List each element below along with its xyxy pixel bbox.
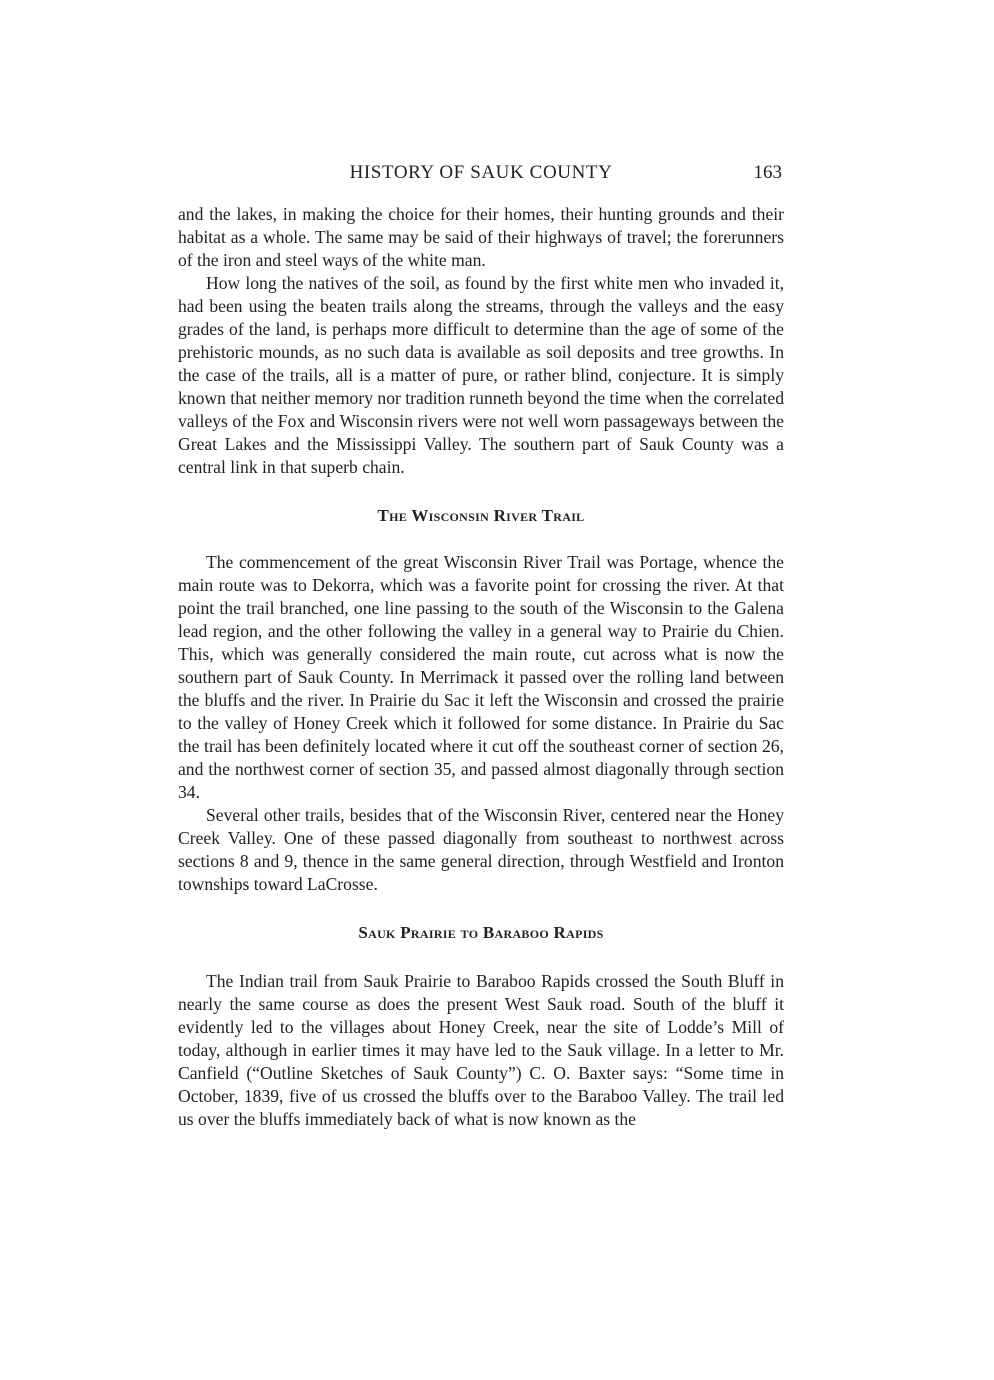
paragraph: How long the natives of the soil, as found by the first white men who invaded it, had been using the beaten trails along the streams, through the valleys and the easy grades of the land, is perhaps more difficult to determine than the age of some of the prehistoric mounds, as no such data is available as soil deposits and tree growths. In the case of the trails, all is a matter of pure, or rather blind, conjecture. It is simply known that neither memory nor tradition runneth beyond the time when the correlated valleys of the Fox and Wisconsin rivers were not well worn passageways between the Great Lakes and the Mississippi Valley. The southern part of Sauk County was a central link in that superb chain. [178, 273, 784, 477]
section-heading-wisconsin-river-trail: The Wisconsin River Trail [377, 506, 585, 525]
paragraph: The Indian trail from Sauk Prairie to Baraboo Rapids crossed the South Bluff in nearly the same course as does the present West Sauk road. South of the bluff it evidently led to the villages about Honey Creek, near the site of Lodde’s Mill of today, although in earlier times it may have led to the Sauk village. In a letter to Mr. Canfield (“Outline Sketches of Sauk County”) C. O. Baxter says: “Some time in October, 1839, five of us crossed the bluffs over to the Baraboo Valley. The trail led us over the bluffs immediately back of what is now known as the [178, 971, 784, 1129]
paragraph-continued: and the lakes, in making the choice for their homes, their hunting grounds and their habitat as a whole. The same may be said of their highways of travel; the forerunners of the iron and steel ways of the white man. [178, 204, 784, 270]
section-heading-sauk-prairie-to-baraboo-rapids: Sauk Prairie to Baraboo Rapids [358, 923, 604, 942]
paragraph: Several other trails, besides that of the Wisconsin River, centered near the Honey Creek Valley. One of these passed diagonally from southeast to northwest across sections 8 and 9, thence in the same general direction, through Westfield and Ironton townships toward LaCrosse. [178, 805, 784, 894]
page-body [178, 203, 784, 1131]
running-title: HISTORY OF SAUK COUNTY [349, 162, 613, 183]
paragraph: The commencement of the great Wisconsin River Trail was Portage, whence the main route was to Dekorra, which was a favorite point for crossing the river. At that point the trail branched, one line passing to the south of the Wisconsin to the Galena lead region, and the other following the valley in a general way to Prairie du Chien. This, which was generally considered the main route, cut across what is now the southern part of Sauk County. In Merrimack it passed over the rolling land between the bluffs and the river. In Prairie du Sac it left the Wisconsin and crossed the prairie to the valley of Honey Creek which it followed for some distance. In Prairie du Sac the trail has been definitely located where it cut off the southeast corner of section 26, and the northwest corner of section 35, and passed almost diagonally through section 34. [178, 552, 784, 802]
page-number: 163 [753, 162, 782, 183]
running-header [178, 162, 784, 188]
